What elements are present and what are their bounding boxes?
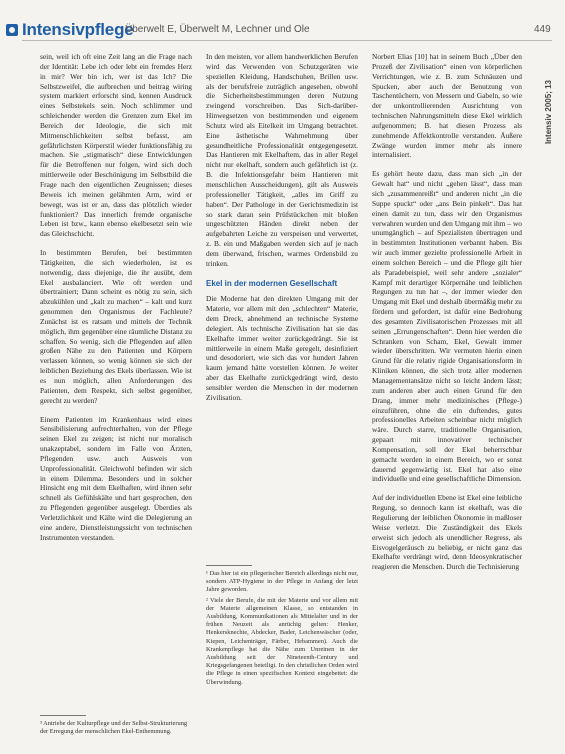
- paragraph: In den meisten, vor allem handwerklichen Berufen wird das Verwenden von Schutzgeräten wie speziellen Kleidung, Handschuhen, Brillen usw. als der berufsfreie zuträglich angesehen, obwohl die Sicherheitsbestimmungen deren Nutzung zwingend vorschreiben. Das Sich-darüber-Hinwegsetzen von bestimmenden und eigenem Schutz wird als Eitelkeit im Umgang betrachtet. Eine ästhetische Wahrnehmung über gesundheitliche Professionalität entgegengesetzt. Das Hantieren mit Ekelhaftem, das in aller Regel nicht nur ekelhaft, sondern auch gefährlich ist (z. B. die Infektionsgefahr beim Hantieren mit menschlichen Ausscheidungen), gilt als Ausweis professioneller Tätigkeit, „alles im Griff zu haben“. Der Pathologe in der Gerichtsmedizin ist so stark daran sein Prüfstückchen mit bloßen ungeschützten Händen direkt neben der aufgebahrten Leiche zu verspeisen und verwertet, z. B. ein und Maßgaben werden sich auf je nach dem überwand, frischen, warmes Ordensbild zu trinken.: [206, 52, 358, 268]
- section-logo-icon: [6, 24, 18, 36]
- paragraph: Auf der individuellen Ebene ist Ekel eine leibliche Regung, so dennoch kann ist ekelhaft, was die Regulierung der leiblichen Ökonomie in maßloser Weise verletzt. Die Zuständigkeit des Ekels erweist sich jedoch als unendlicher Regress, als Eisvogelgeräusch zu beliebig, er nicht ganz das Ekelhafte verdrängt wird, denn Ideosynkratischer reagieren die Menschen. Durch die Technisierung: [372, 493, 522, 572]
- page-number: 449: [534, 24, 551, 35]
- text-column-right: [372, 52, 522, 572]
- header-divider: [22, 40, 552, 41]
- footnote-divider: [206, 565, 252, 566]
- text-column-middle: [206, 52, 358, 403]
- running-head: Überwelt E, Überwelt M, Lechner und Ole: [125, 24, 310, 35]
- footnotes-middle: [206, 565, 358, 687]
- paragraph: Es gehört heute dazu, dass man sich „in der Gewalt hat“ und nicht „gehen lässt“, dass man sich „zusammenreißt“ und anderen nicht „in die Suppe spuckt“ oder „ans Bein pinkelt“. Das hat einen damit zu tun, dass wir den Organismus verwahren wurden und den Umgang mit ihm – wo unumgänglich – auf Spezialisten übertragen und in bestimmten Institutionen verbannt haben. Bis wir auch immer gezielte professionelle Arbeit in einem solchen Bereich – und die Pflege gilt hier als Paradebeispiel, weil sehr andere „sozialer“ Kampf mit derartiger Körpernähe und leiblichen Regungen zu tun hat –, der immer wieder den Umgang mit Ekel und deshalb übermäßig mehr zu fördern und gefordert, ist dafür eine Bedrohung des gesamten Zivilisatorischen Prozesses mit all seinen „Errungenschaften“. Denn hier werden die Schranken von Scham, Ekel, Gewalt immer wieder überschritten. Wir vermuten hierin einen Grund für die relativ rigide Organisationsform in Kliniken können, die sich trotz aller modernen Managementansätze nicht so leicht ändern lässt; zum anderen aber auch einen Grund für den Drang, immer mehr medizinisches (Pflege-) einzuführen, ohne die ein duftendes, gutes professionelles Arbeiten scheinbar nicht möglich wäre. Durch starre, traditionelle Organisation, gepaart mit innovativer technischer Kompensation, soll der Ekel beherrschbar gemacht werden in einem Bereich, wo er sonst dauernd gegenwärtig ist. Ekel hat also eine individuelle und eine gesellschaftliche Dimension.: [372, 169, 522, 484]
- footnote: ³ Antriebe der Kulturpflege und der Selbst-Strukturierung der Erregung der menschlichen Ekel-Enthemmung.: [40, 720, 188, 736]
- footnote: ¹ Das hier ist ein pflegerischer Bereich allerdings nicht nur, sondern ATP-Hygiene in der Pflege in Anfang der letzt Jahre geworden.: [206, 570, 358, 594]
- paragraph: Die Moderne hat den direkten Umgang mit der Materie, vor allem mit den „schlechten“ Materie, dem Dreck, abnehmend an technische Systeme delegiert. Als technische Zivilisation hat sie das Ekelhafte immer weiter zurückgedrängt. Sie ist mittlerweile in einem Maße geregelt, desinfiziert und desodoriert, wie sich das vor hundert Jahren kaum jemand hätte vorstellen können. Je weiter aber das Ekelhafte zurückgedrängt wird, desto sensibler werden die Menschen in der modernen Zivilisation.: [206, 294, 358, 402]
- page-header: [0, 0, 565, 40]
- paragraph: sein, weil ich oft eine Zeit lang an die Frage nach der Identität: Lebe ich oder lebt ein fremdes Herz in mir? Wer bin ich, wer ist das Ich? Die Selbstzweifel, die aufbrechen und beitrag wiring system markiert erforscht sind, kennen Ausdruck eines Selbstekels sein. Noch schlimmer und schleichender werden die Grenzen zum Ekel im Bereich der Ideologie, die sich mit Mitmenschlichkeiten selbst befasst, am gefährlichsten Körperstil wieder funktionsfähig zu machen. Sie „stigmatisch“ diese Entwicklungen für die Betroffenen nur folgen, wird sich doch mittlerweile oder Beschönigung im Selbstbild die Frage nach den eigentlichen Zeugnissen; dieses Beweis ich meinen gelähmten Arm, wird er bewegt, was ist er an, dass das plötzlich wieder funktioniert? Das innerlich fremde organische Leben ist bzw., kann ebenso ekelbesetzt sein wie das Gleichschicht.: [40, 52, 192, 239]
- text-column-left: [40, 52, 192, 543]
- footnote-divider: [40, 715, 86, 716]
- paragraph: Einem Patienten im Krankenhaus wird eines Sensibilisierung aufrechterhalten, von der Pflege seinen Ekel zu zeigen; ist nicht nur moralisch unakzeptabel, sondern im Falle von Ärzten, Pflegenden usw. auch Ausweis von Unprofessionalität. Gleichwohl befinden wir sich in einem Dilemma. Besonders und in solcher Hinsicht eng mit dem Ekelhaften, wird ihnen sehr schnell als Gefühlskälte und hart gesprochen, den zu Pflegenden gegenüber ausgelegt. Überdies als Verletzlichkeit und Kälte wird die Delegierung an eine andere, Dienstleistungssicht von technischen Instrumenten verstanden.: [40, 414, 192, 542]
- section-subheading: Ekel in der modernen Gesellschaft: [206, 278, 338, 288]
- footnote-left: [40, 715, 192, 736]
- section-title: Intensivpflege: [22, 20, 134, 39]
- journal-side-label: Intensiv 2005; 13: [544, 80, 553, 145]
- paragraph: In bestimmten Berufen, bei bestimmten Tätigkeiten, die sich wiederholen, ist es notwendig, dass diejenige, die ihr ausübt, dem Ekel ausbalanciert. Wie oft werden und übertrainiert; Dann scheint es nötig zu sein, sich abzukühlen und „kalt zu machen“ – kalt und kurz genommen den Organismus der Fachleute? Zunächst ist es ratsam und mittels der Technik möglich, ihm gegenüber eine räumliche Distanz zu schaffen. So wenig, sich die Pflegenden auf allen großen Nähe zu den Patienten und Körpern verlassen können, so wenig können sie sich der leiblichen Beziehung des Ekels überlassen. Wie ist es nun möglich, allen Anforderungen des Patienten, dem Respekt, sich selbst gegenüber, gerecht zu werden?: [40, 248, 192, 405]
- footnote: ² Viele der Berufe, die mit der Materie und vor allem mit der Materie allgemeinen Klasse, so entstanden in Ausbildung, Kommunikationen als Mittelalter und in der frühen Neuzeit als anrüchig gelten: Henker, Henkersknechte, Abdecker, Bader, Leichenwäscher (oder, Kiepen, Leichenträger, Färber, Hebammen). Auch die Krankenpflege hat die Nähe zum Unreinen in der Ausbildung seit der Nineteenth-Century und Kriegsgefangenen beteiligt. In den christlichen Orden wird die Pflege in einen spezifischen Kontext eingebettet: die Überwindung.: [206, 596, 358, 686]
- paragraph: Norbert Elias [10] hat in seinem Buch „Über den Prozeß der Zivilisation“ einen von körperlichen Verrichtungen, wie z. B. zum Schnäuzen und Spucken, aber auch der Benutzung von Taschentüchern, von Messern und Gabeln, so wie der unkontrollierenden Ausrichtung von technischen Nahrungsmitteln diese Ekel wirklich aufgenommen; B. hat diesen Prozess als zunehmende Affektkontrolle verstanden. Äußere Zwänge wurden immer mehr als innere internalisiert.: [372, 52, 522, 160]
